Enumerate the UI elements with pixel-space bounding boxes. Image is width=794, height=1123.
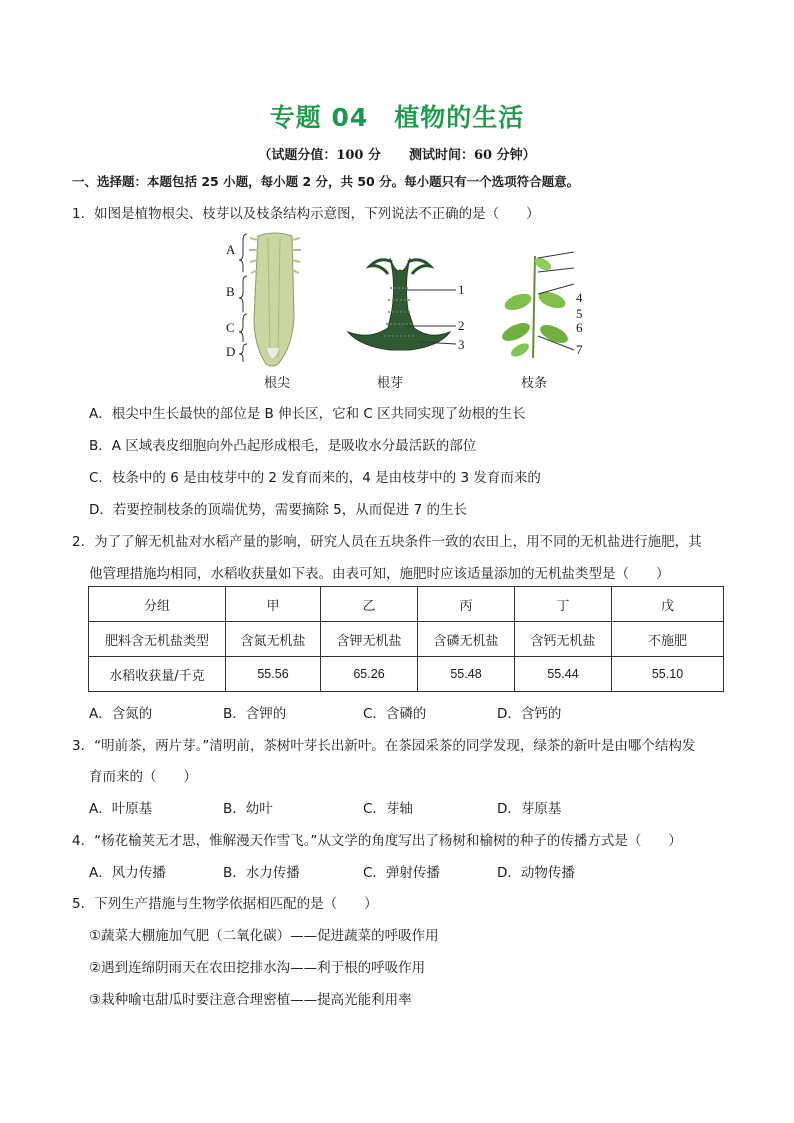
table-cell: 分组 <box>89 587 226 622</box>
table-row <box>89 657 724 692</box>
q5-stem: 5．下列生产措施与生物学依据相匹配的是（ ） <box>72 896 378 912</box>
exam-meta <box>0 144 794 163</box>
q2-data-table <box>88 586 724 692</box>
plant-structure-diagram <box>220 228 600 396</box>
bud-label-2: 2 <box>458 318 465 333</box>
q1-option-d: D．若要控制枝条的顶端优势，需要摘除 5，从而促进 7 的生长 <box>89 502 467 518</box>
table-cell: 55.48 <box>418 657 515 692</box>
q4-option-d: D．动物传播 <box>497 865 575 881</box>
root-label-c: C <box>226 320 235 335</box>
table-cell: 肥料含无机盐类型 <box>89 622 226 657</box>
q5-item-2: ②遇到连绵阴雨天在农田挖排水沟——利于根的呼吸作用 <box>89 960 426 976</box>
table-row <box>89 622 724 657</box>
q1-figure <box>220 228 600 396</box>
bud-label-3: 3 <box>458 337 465 352</box>
table-cell: 65.26 <box>321 657 418 692</box>
table-cell: 甲 <box>226 587 321 622</box>
table-cell: 含氮无机盐 <box>226 622 321 657</box>
table-cell: 乙 <box>321 587 418 622</box>
table-cell: 不施肥 <box>612 622 724 657</box>
root-label-a: A <box>226 242 236 257</box>
table-cell: 55.44 <box>515 657 612 692</box>
table-cell: 丁 <box>515 587 612 622</box>
q2-stem-line2: 他管理措施均相同，水稻收获量如下表。由表可知，施肥时应该适量添加的无机盐类型是（ ） <box>89 566 670 582</box>
q2-option-d: D．含钙的 <box>497 706 562 722</box>
q3-option-a: A．叶原基 <box>89 801 153 817</box>
q1-option-b: B．A 区域表皮细胞向外凸起形成根毛，是吸收水分最活跃的部位 <box>89 438 477 454</box>
time-info: 测试时间：60 分钟） <box>409 148 536 163</box>
caption-root-tip: 根尖 <box>264 376 291 391</box>
table-cell: 戊 <box>612 587 724 622</box>
q2-option-c: C．含磷的 <box>363 706 427 722</box>
q3-stem-line2: 育而来的（ ） <box>89 769 197 785</box>
q3-option-b: B．幼叶 <box>223 801 273 817</box>
branch-label-6: 6 <box>576 320 583 335</box>
q5-item-1: ①蔬菜大棚施加气肥（二氧化碳）——促进蔬菜的呼吸作用 <box>89 928 439 944</box>
branch-label-4: 4 <box>576 290 583 305</box>
q1-option-c: C．枝条中的 6 是由枝芽中的 2 发育而来的，4 是由枝芽中的 3 发育而来的 <box>89 470 541 486</box>
table-cell: 丙 <box>418 587 515 622</box>
q3-option-d: D．芽原基 <box>497 801 562 817</box>
q1-stem: 1．如图是植物根尖、枝芽以及枝条结构示意图，下列说法不正确的是（ ） <box>72 206 540 222</box>
title-topic-number: 专题 04 <box>269 103 369 132</box>
q2-option-b: B．含钾的 <box>223 706 287 722</box>
q4-option-a: A．风力传播 <box>89 865 166 881</box>
caption-branch: 枝条 <box>521 376 548 391</box>
score-info: （试题分值：100 分 <box>258 148 382 163</box>
root-tip-illustration <box>239 233 301 366</box>
table-cell: 含钙无机盐 <box>515 622 612 657</box>
q4-stem: 4．“杨花榆荚无才思，惟解漫天作雪飞。”从文学的角度写出了杨树和榆树的种子的传播方式是（ ） <box>72 833 682 849</box>
q2-stem-line1: 2．为了了解无机盐对水稻产量的影响，研究人员在五块条件一致的农田上，用不同的无机盐进行施肥，其 <box>72 534 702 550</box>
caption-bud: 根芽 <box>377 376 404 391</box>
root-label-b: B <box>226 284 235 299</box>
branch-illustration <box>499 252 574 359</box>
bud-illustration <box>348 258 456 350</box>
table-cell: 含钾无机盐 <box>321 622 418 657</box>
q3-option-c: C．芽轴 <box>363 801 413 817</box>
table-header-row <box>89 587 724 622</box>
q4-option-c: C．弹射传播 <box>363 865 440 881</box>
root-label-d: D <box>226 344 236 359</box>
q3-stem-line1: 3．“明前茶，两片芽。”清明前，茶树叶芽长出新叶。在茶园采茶的同学发现，绿茶的新叶是由哪个结构发 <box>72 738 696 754</box>
table-cell: 55.10 <box>612 657 724 692</box>
branch-label-7: 7 <box>576 342 583 357</box>
table-cell: 55.56 <box>226 657 321 692</box>
q2-option-a: A．含氮的 <box>89 706 153 722</box>
title-topic-name: 植物的生活 <box>394 103 525 132</box>
table-cell: 水稻收获量/千克 <box>89 657 226 692</box>
page-title <box>0 98 794 134</box>
q4-option-b: B．水力传播 <box>223 865 300 881</box>
bud-label-1: 1 <box>458 282 465 297</box>
q1-option-a: A．根尖中生长最快的部位是 B 伸长区，它和 C 区共同实现了幼根的生长 <box>89 406 526 422</box>
table-cell: 含磷无机盐 <box>418 622 515 657</box>
section-heading: 一、选择题：本题包括 25 小题，每小题 2 分，共 50 分。每小题只有一个选项符合题意。 <box>72 174 580 189</box>
q5-item-3: ③栽种喻屯甜瓜时要注意合理密植——提高光能利用率 <box>89 992 412 1008</box>
branch-label-5: 5 <box>576 306 583 321</box>
